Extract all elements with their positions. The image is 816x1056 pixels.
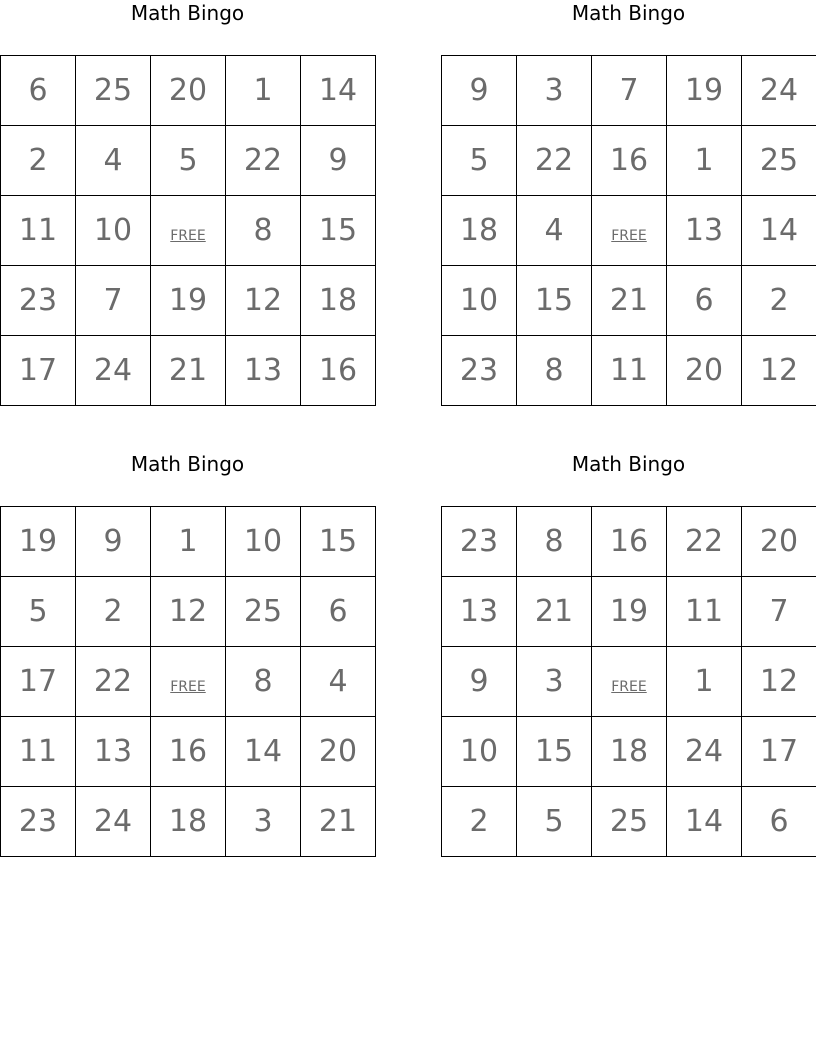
grid-row bbox=[1, 196, 376, 266]
bingo-cell: 15 bbox=[517, 717, 592, 787]
bingo-cell: 13 bbox=[226, 336, 301, 406]
bingo-cell: 23 bbox=[1, 266, 76, 336]
bingo-cell: 8 bbox=[517, 507, 592, 577]
bingo-cell: 6 bbox=[742, 787, 816, 857]
grid-row bbox=[1, 647, 376, 717]
bingo-cell: 16 bbox=[301, 336, 376, 406]
bingo-cell: 4 bbox=[76, 126, 151, 196]
bingo-cell: 8 bbox=[226, 196, 301, 266]
card-title: Math Bingo bbox=[130, 452, 245, 476]
bingo-cell: 9 bbox=[442, 647, 517, 717]
bingo-cell: 23 bbox=[442, 507, 517, 577]
bingo-cell: 23 bbox=[442, 336, 517, 406]
bingo-cell: 6 bbox=[667, 266, 742, 336]
grid-row bbox=[1, 126, 376, 196]
bingo-cell: 17 bbox=[1, 336, 76, 406]
bingo-cell: 3 bbox=[226, 787, 301, 857]
bingo-cell: 21 bbox=[151, 336, 226, 406]
grid-row bbox=[1, 787, 376, 857]
free-space-cell bbox=[592, 647, 667, 717]
grid-row bbox=[442, 647, 816, 717]
free-space-label: FREE bbox=[170, 228, 206, 244]
bingo-cell: 5 bbox=[517, 787, 592, 857]
bingo-cell: 11 bbox=[1, 717, 76, 787]
bingo-cell: 3 bbox=[517, 56, 592, 126]
bingo-cell: 22 bbox=[517, 126, 592, 196]
bingo-cell: 18 bbox=[442, 196, 517, 266]
bingo-cell: 20 bbox=[742, 507, 816, 577]
bingo-cell: 4 bbox=[301, 647, 376, 717]
bingo-grid bbox=[0, 506, 376, 857]
bingo-card bbox=[441, 0, 816, 406]
bingo-cell: 24 bbox=[742, 56, 816, 126]
bingo-cell: 21 bbox=[301, 787, 376, 857]
bingo-cell: 20 bbox=[301, 717, 376, 787]
bingo-cell: 13 bbox=[442, 577, 517, 647]
grid-row bbox=[442, 336, 816, 406]
free-space-label: FREE bbox=[611, 228, 647, 244]
grid-row bbox=[1, 266, 376, 336]
bingo-cell: 8 bbox=[226, 647, 301, 717]
bingo-cell: 2 bbox=[76, 577, 151, 647]
bingo-cell: 1 bbox=[667, 126, 742, 196]
grid-row bbox=[442, 577, 816, 647]
bingo-cell: 19 bbox=[1, 507, 76, 577]
bingo-cell: 16 bbox=[592, 126, 667, 196]
bingo-cell: 19 bbox=[151, 266, 226, 336]
bingo-cell: 22 bbox=[667, 507, 742, 577]
bingo-card bbox=[0, 451, 375, 857]
bingo-grid bbox=[441, 55, 816, 406]
bingo-cell: 7 bbox=[742, 577, 816, 647]
bingo-cell: 3 bbox=[517, 647, 592, 717]
free-space-label: FREE bbox=[611, 679, 647, 695]
bingo-grid bbox=[0, 55, 376, 406]
bingo-cell: 25 bbox=[226, 577, 301, 647]
bingo-card bbox=[441, 451, 816, 857]
bingo-cell: 18 bbox=[301, 266, 376, 336]
bingo-cell: 14 bbox=[667, 787, 742, 857]
free-space-cell bbox=[151, 196, 226, 266]
bingo-cell: 5 bbox=[151, 126, 226, 196]
free-space-cell bbox=[151, 647, 226, 717]
bingo-cell: 22 bbox=[226, 126, 301, 196]
grid-row bbox=[442, 56, 816, 126]
grid-row bbox=[1, 56, 376, 126]
bingo-cell: 1 bbox=[667, 647, 742, 717]
bingo-cell: 2 bbox=[742, 266, 816, 336]
bingo-cell: 20 bbox=[667, 336, 742, 406]
grid-row bbox=[442, 196, 816, 266]
bingo-cell: 25 bbox=[742, 126, 816, 196]
bingo-cell: 15 bbox=[301, 196, 376, 266]
free-space-cell bbox=[592, 196, 667, 266]
bingo-cell: 16 bbox=[592, 507, 667, 577]
bingo-cell: 10 bbox=[226, 507, 301, 577]
bingo-cell: 13 bbox=[667, 196, 742, 266]
bingo-cell: 16 bbox=[151, 717, 226, 787]
bingo-cell: 25 bbox=[76, 56, 151, 126]
bingo-cell: 15 bbox=[517, 266, 592, 336]
bingo-cell: 1 bbox=[151, 507, 226, 577]
card-title: Math Bingo bbox=[571, 452, 686, 476]
bingo-cell: 2 bbox=[1, 126, 76, 196]
bingo-cell: 18 bbox=[592, 717, 667, 787]
bingo-cell: 7 bbox=[76, 266, 151, 336]
bingo-cell: 25 bbox=[592, 787, 667, 857]
grid-row bbox=[442, 787, 816, 857]
bingo-cell: 24 bbox=[76, 336, 151, 406]
grid-row bbox=[1, 336, 376, 406]
grid-row bbox=[442, 507, 816, 577]
grid-row bbox=[442, 717, 816, 787]
bingo-cell: 24 bbox=[667, 717, 742, 787]
bingo-cell: 4 bbox=[517, 196, 592, 266]
grid-row bbox=[442, 126, 816, 196]
grid-row bbox=[442, 266, 816, 336]
bingo-cell: 12 bbox=[151, 577, 226, 647]
grid-row bbox=[1, 507, 376, 577]
free-space-label: FREE bbox=[170, 679, 206, 695]
card-title: Math Bingo bbox=[571, 1, 686, 25]
grid-row bbox=[1, 577, 376, 647]
bingo-cell: 7 bbox=[592, 56, 667, 126]
bingo-card bbox=[0, 0, 375, 406]
bingo-cell: 11 bbox=[1, 196, 76, 266]
bingo-cell: 19 bbox=[667, 56, 742, 126]
bingo-cell: 10 bbox=[442, 717, 517, 787]
bingo-cell: 9 bbox=[442, 56, 517, 126]
bingo-cell: 17 bbox=[1, 647, 76, 717]
bingo-cell: 2 bbox=[442, 787, 517, 857]
bingo-cell: 14 bbox=[742, 196, 816, 266]
bingo-cell: 10 bbox=[442, 266, 517, 336]
bingo-cell: 23 bbox=[1, 787, 76, 857]
bingo-cell: 13 bbox=[76, 717, 151, 787]
bingo-cell: 12 bbox=[742, 647, 816, 717]
bingo-cell: 15 bbox=[301, 507, 376, 577]
grid-row bbox=[1, 717, 376, 787]
bingo-cell: 12 bbox=[226, 266, 301, 336]
bingo-cell: 14 bbox=[226, 717, 301, 787]
bingo-cell: 21 bbox=[517, 577, 592, 647]
bingo-cell: 10 bbox=[76, 196, 151, 266]
bingo-cell: 14 bbox=[301, 56, 376, 126]
card-title: Math Bingo bbox=[130, 1, 245, 25]
bingo-cell: 9 bbox=[76, 507, 151, 577]
bingo-cell: 17 bbox=[742, 717, 816, 787]
bingo-cell: 19 bbox=[592, 577, 667, 647]
bingo-cell: 22 bbox=[76, 647, 151, 717]
bingo-cell: 1 bbox=[226, 56, 301, 126]
bingo-grid bbox=[441, 506, 816, 857]
bingo-cell: 11 bbox=[592, 336, 667, 406]
bingo-cell: 20 bbox=[151, 56, 226, 126]
bingo-cell: 11 bbox=[667, 577, 742, 647]
bingo-cell: 6 bbox=[1, 56, 76, 126]
bingo-cell: 8 bbox=[517, 336, 592, 406]
bingo-cell: 6 bbox=[301, 577, 376, 647]
bingo-cell: 12 bbox=[742, 336, 816, 406]
bingo-cell: 21 bbox=[592, 266, 667, 336]
bingo-cell: 5 bbox=[1, 577, 76, 647]
bingo-cell: 18 bbox=[151, 787, 226, 857]
bingo-cell: 9 bbox=[301, 126, 376, 196]
bingo-cell: 24 bbox=[76, 787, 151, 857]
bingo-cell: 5 bbox=[442, 126, 517, 196]
